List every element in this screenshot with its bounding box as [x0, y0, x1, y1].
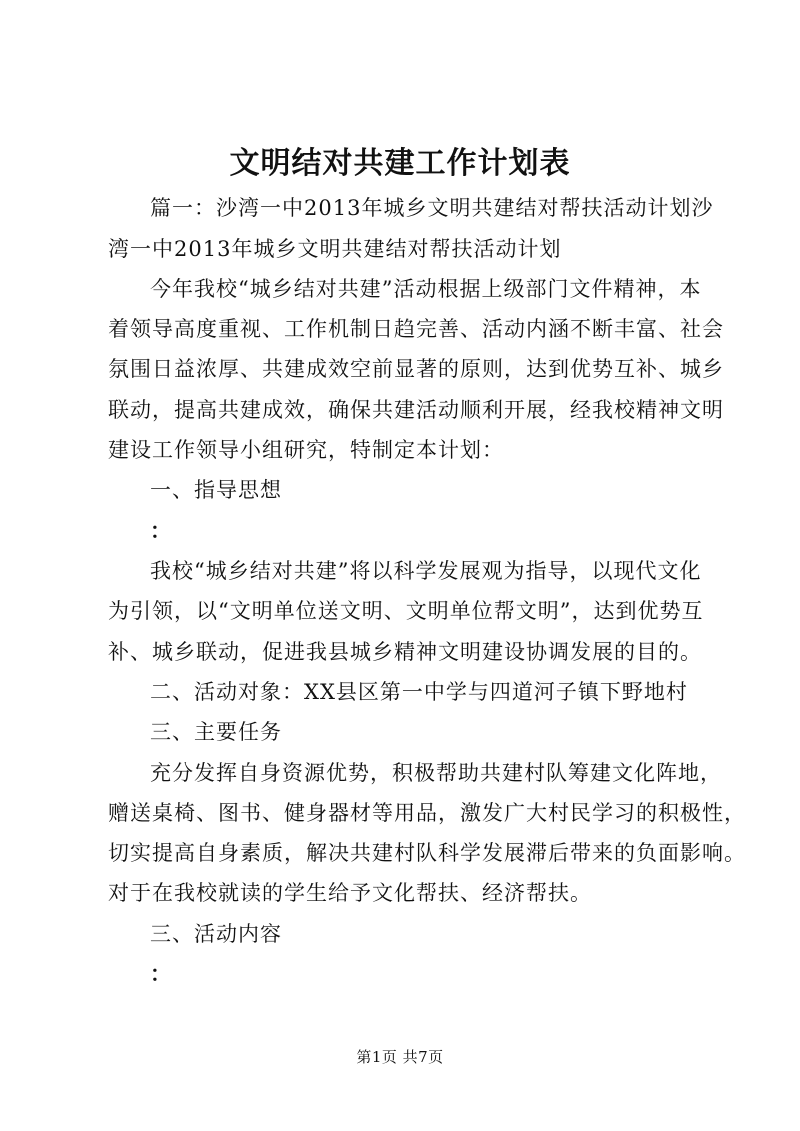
- body-line: 氛围日益浓厚、共建成效空前显著的原则，达到优势互补、城乡: [108, 357, 724, 381]
- body-line: 今年我校“城乡结对共建”活动根据上级部门文件精神，本: [150, 277, 702, 301]
- body-line: 为引领，以“文明单位送文明、文明单位帮文明”，达到优势互: [108, 599, 704, 623]
- section-heading: 二、活动对象：XX县区第一中学与四道河子镇下野地村: [150, 680, 688, 704]
- body-line: 充分发挥自身资源优势，积极帮助共建村队筹建文化阵地，: [150, 761, 722, 785]
- body-line: 对于在我校就读的学生给予文化帮扶、经济帮扶。: [108, 881, 592, 905]
- page-title: 文明结对共建工作计划表: [229, 146, 571, 181]
- body-line: 切实提高自身素质，解决共建村队科学发展滞后带来的负面影响。: [108, 841, 746, 865]
- body-line: 赠送桌椅、图书、健身器材等用品，激发广大村民学习的积极性，: [108, 801, 746, 825]
- page-indicator: 第1页 共7页: [356, 1048, 444, 1066]
- body-line: 建设工作领导小组研究，特制定本计划：: [108, 438, 504, 462]
- body-line: 着领导高度重视、工作机制日趋完善、活动内涵不断丰富、社会: [108, 317, 724, 341]
- colon-line: ：: [150, 961, 172, 986]
- section-heading: 三、活动内容: [150, 922, 282, 946]
- section-heading: 三、主要任务: [150, 720, 282, 744]
- body-line: 湾一中2013年城乡文明共建结对帮扶活动计划: [108, 237, 562, 261]
- body-line: 篇一：沙湾一中2013年城乡文明共建结对帮扶活动计划沙: [150, 196, 714, 220]
- section-heading: 一、指导思想: [150, 478, 282, 502]
- body-line: 补、城乡联动，促进我县城乡精神文明建设协调发展的目的。: [108, 640, 702, 664]
- body-line: 我校“城乡结对共建”将以科学发展观为指导，以现代文化: [150, 559, 702, 583]
- body-line: 联动，提高共建成效，确保共建活动顺利开展，经我校精神文明: [108, 398, 724, 422]
- colon-line: ：: [150, 518, 172, 543]
